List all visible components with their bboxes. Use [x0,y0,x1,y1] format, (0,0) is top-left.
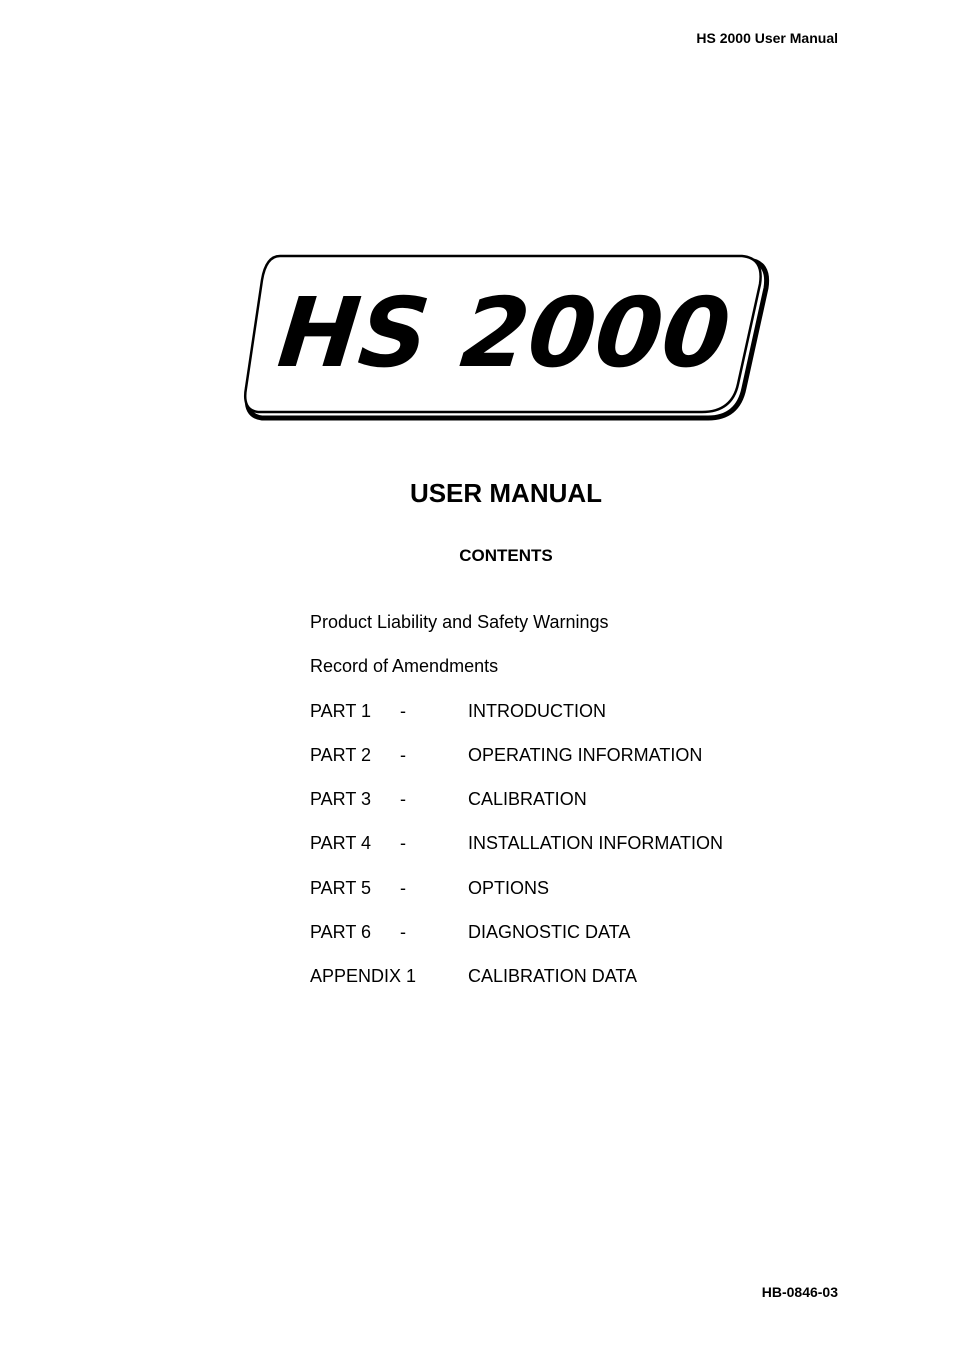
contents-heading: CONTENTS [459,546,553,565]
toc-item-part-3 [310,788,830,832]
logo-text: HS 2000 [273,277,736,389]
toc-item-part-2 [310,744,830,788]
document-title: USER MANUAL [409,478,603,508]
toc-item-label: APPENDIX 1 [310,966,417,987]
toc-item-title: INTRODUCTION [468,700,606,721]
toc-item-part-6 [310,921,830,965]
toc-item-dash: - [400,922,406,943]
toc-item-label: PART 6 [310,922,372,943]
toc-item-appendix-1 [310,965,830,1009]
toc-item-label: PART 1 [310,700,372,721]
toc-item-label: PART 3 [310,789,372,810]
toc-item-title: INSTALLATION INFORMATION [468,833,724,854]
toc-item-dash: - [400,833,406,854]
toc-item-title: DIAGNOSTIC DATA [468,922,631,943]
toc-item-title: CALIBRATION [468,789,587,810]
toc-item-dash: - [400,789,406,810]
toc-item-dash: - [400,700,406,721]
toc-item-label: Record of Amendments [310,656,499,677]
toc-item-title: OPERATING INFORMATION [468,744,703,765]
toc-item-dash: - [400,744,406,765]
toc-item-part-1 [310,700,830,744]
toc-item-title: OPTIONS [468,877,550,898]
toc-item-label: PART 4 [310,833,372,854]
toc-item-title: CALIBRATION DATA [468,966,638,987]
toc-item-dash: - [400,877,406,898]
table-of-contents [310,611,830,1010]
toc-item-part-4 [310,832,830,876]
toc-item-product-liability [310,611,830,655]
toc-item-label: PART 2 [310,744,372,765]
running-header: HS 2000 User Manual [696,30,838,46]
toc-item-label: Product Liability and Safety Warnings [310,612,609,632]
hs2000-logo [232,240,778,430]
toc-item-part-5 [310,877,830,921]
document-number: HB-0846-03 [761,1284,838,1300]
toc-item-label: PART 5 [310,877,372,898]
toc-item-record-of-amendments [310,655,830,699]
